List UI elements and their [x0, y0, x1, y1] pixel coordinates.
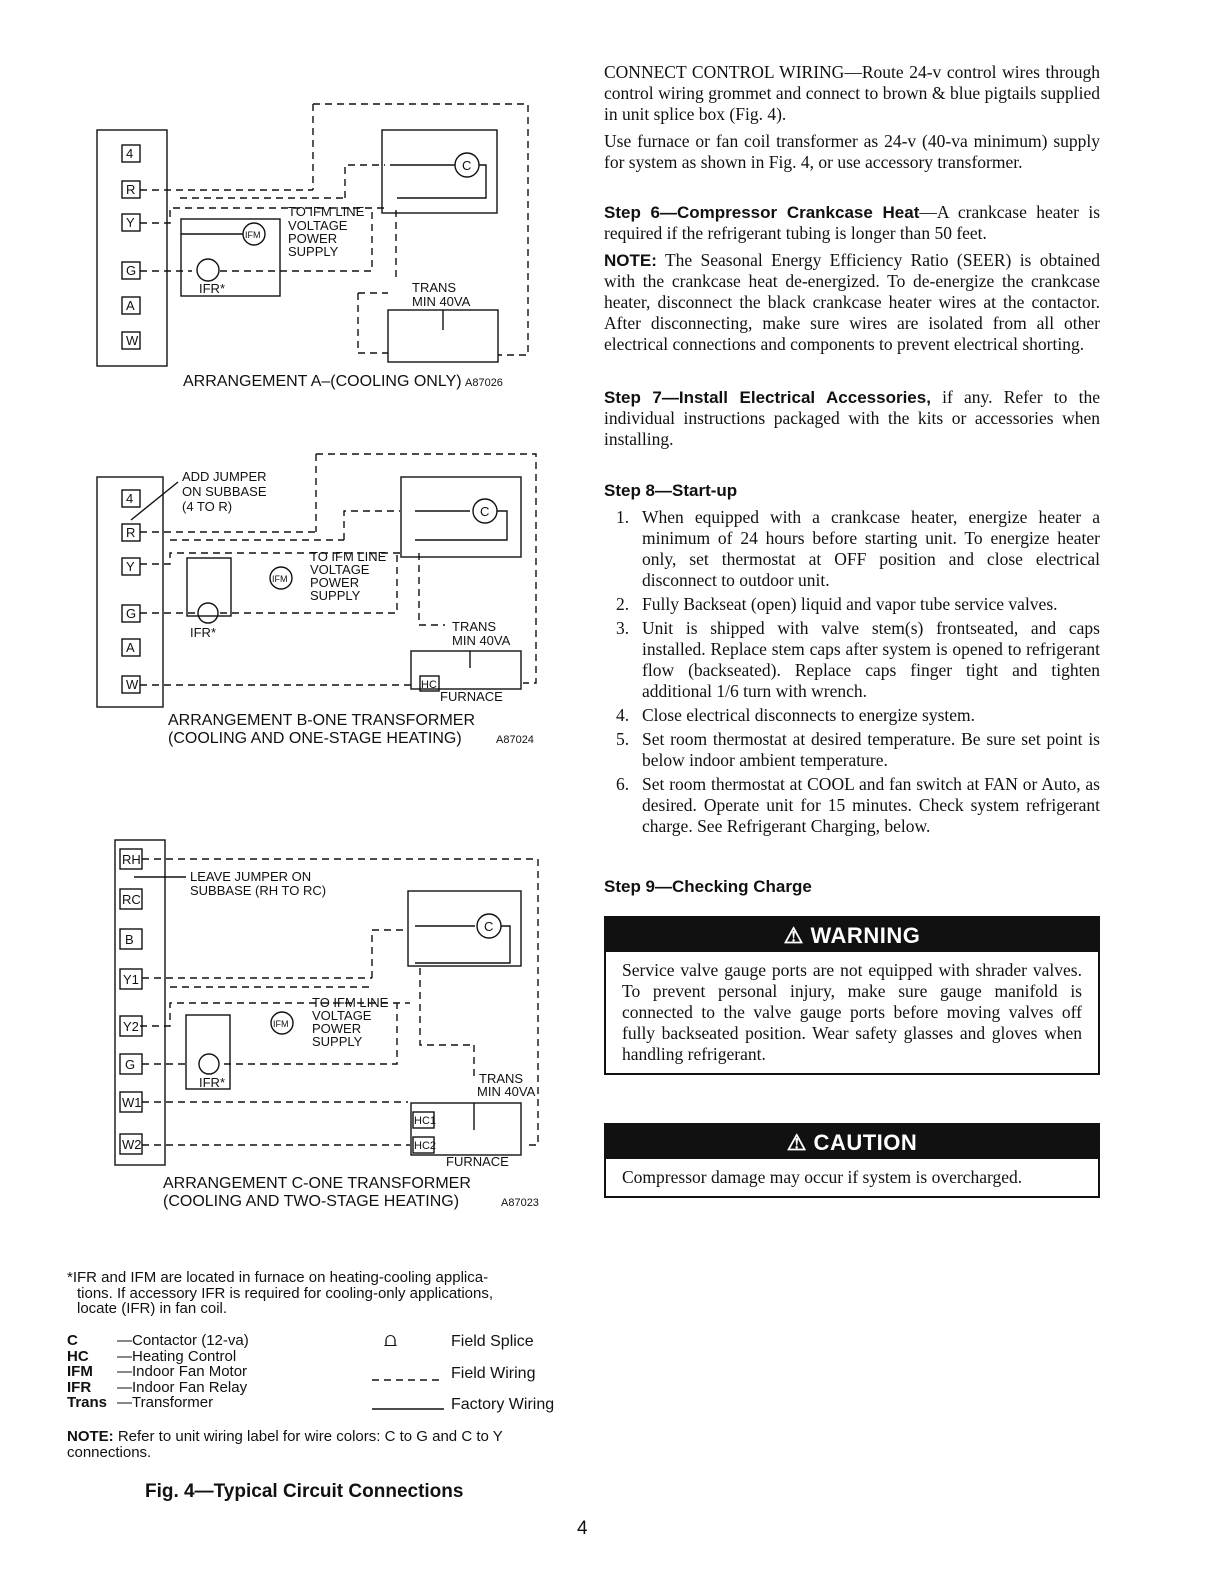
arr-b-terminal-4: 4 — [126, 491, 134, 506]
step8-item — [604, 594, 1100, 615]
arr-c-to-ifm-1: TO IFM LINE — [312, 995, 389, 1010]
arr-b-terminal-g: G — [126, 606, 137, 621]
legend-desc: —Contactor (12-va) — [117, 1332, 249, 1349]
step6-title: Step 6—Compressor Crankcase Heat — [604, 203, 920, 222]
arr-a-terminal-r: R — [126, 182, 136, 197]
legend-abbr: IFR — [67, 1378, 92, 1396]
step7-title: Step 7—Install Electrical Accessories, — [604, 388, 931, 407]
legend-field-wiring: Field Wiring — [451, 1365, 536, 1382]
right-column — [604, 62, 1100, 1198]
arr-c-trans-2: MIN 40VA — [477, 1084, 536, 1099]
step8-item-number: 3. — [616, 618, 630, 638]
footnote-line-3: locate (IFR) in fan coil. — [77, 1300, 228, 1317]
arr-b-terminal-y: Y — [126, 559, 135, 574]
step7-paragraph — [604, 387, 1100, 450]
arr-c-to-ifm-4: SUPPLY — [312, 1034, 363, 1049]
arr-a-terminal-4: 4 — [126, 146, 134, 161]
arr-c-terminal-y1: Y1 — [123, 972, 139, 987]
figure-note — [67, 1429, 577, 1460]
figure-title: Fig. 4—Typical Circuit Connections — [145, 1481, 464, 1502]
arr-a-c: C — [462, 158, 472, 173]
legend-desc: —Indoor Fan Motor — [117, 1363, 248, 1380]
connect-control-wiring-text: —Route 24-v control wires through control wiring grommet and connect to brown & blue pigtails supplied in unit splice box (Fig. 4). — [604, 62, 1100, 124]
arr-c-ifr: IFR* — [199, 1075, 225, 1090]
field-splice-icon: ⩍ — [384, 1329, 397, 1351]
arr-a-caption: ARRANGEMENT A–(COOLING ONLY) — [183, 373, 462, 390]
arr-a-ifr: IFR* — [199, 281, 225, 296]
arr-a-trans-2: MIN 40VA — [412, 294, 471, 309]
figure-note-text: Refer to unit wiring label for wire colors: C to G and C to Y — [113, 1428, 503, 1445]
arr-c-terminal-g: G — [125, 1057, 136, 1072]
arr-c-terminal-w1: W1 — [122, 1095, 142, 1110]
arr-c-hc1: HC1 — [414, 1115, 437, 1127]
arr-c-trans-1: TRANS — [479, 1071, 524, 1086]
step8-item-text: Fully Backseat (open) liquid and vapor tube service valves. — [642, 594, 1058, 614]
figure-footnote — [67, 1270, 567, 1317]
step8-item-text: When equipped with a crankcase heater, energize heater a minimum of 24 hours before starting unit. To energize heater only, set thermostat at OFF position and close electrical disconnect to outdoor unit. — [642, 507, 1100, 590]
step8-item-number: 1. — [616, 507, 630, 527]
warning-header: ⚠ WARNING — [606, 918, 1098, 952]
step6-paragraph — [604, 202, 1100, 244]
step8-item — [604, 705, 1100, 726]
arr-a-terminal-g: G — [126, 263, 137, 278]
arr-c-to-ifm-3: POWER — [312, 1021, 362, 1036]
legend-desc: —Heating Control — [117, 1347, 237, 1365]
arr-a-terminal-w: W — [126, 333, 139, 348]
arr-b-trans-2: MIN 40VA — [452, 633, 511, 648]
step8-item-number: 6. — [616, 774, 630, 794]
step8-item-number: 5. — [616, 729, 630, 749]
arr-b-furnace: FURNACE — [440, 689, 503, 704]
legend-abbr: HC — [67, 1347, 89, 1365]
step6-note-label: NOTE: — [604, 251, 657, 270]
arr-b-c: C — [480, 504, 490, 519]
arr-b-terminal-a: A — [126, 640, 135, 655]
step8-item-text: Unit is shipped with valve stem(s) frontseated, and caps installed. Replace stem caps after system is opened to refrigerant flow (backseated). Replace caps finger tight and tighten additional 1/6 turn with wrench. — [642, 618, 1100, 701]
caution-box — [604, 1123, 1100, 1198]
figure-note-line-2: connections. — [67, 1443, 152, 1461]
arr-b-to-ifm-2: VOLTAGE — [310, 562, 370, 577]
arr-a-to-ifm-4: SUPPLY — [288, 244, 339, 259]
arr-c-terminal-rc: RC — [122, 892, 141, 907]
arr-a-code: A87026 — [465, 377, 503, 389]
arr-a-trans-1: TRANS — [412, 280, 457, 295]
figure-note-label: NOTE: — [67, 1428, 114, 1445]
step8-item-number: 2. — [616, 594, 630, 614]
arr-c-caption-2: (COOLING AND TWO-STAGE HEATING) — [163, 1193, 460, 1210]
step8-item — [604, 729, 1100, 771]
step8-title: Step 8—Start-up — [604, 481, 738, 500]
footnote-line-1: *IFR and IFM are located in furnace on heating-cooling applica- — [67, 1269, 489, 1286]
arr-b-trans-1: TRANS — [452, 619, 497, 634]
arr-c-terminal-b: B — [125, 932, 134, 947]
footnote-line-2: tions. If accessory IFR is required for cooling-only applications, — [77, 1284, 494, 1302]
arr-b-caption-2: (COOLING AND ONE-STAGE HEATING) — [168, 730, 462, 747]
legend-desc: —Transformer — [117, 1394, 214, 1411]
legend-abbr: C — [67, 1332, 78, 1349]
legend-row — [67, 1333, 367, 1349]
step8-list — [604, 507, 1100, 837]
arr-b-terminal-r: R — [126, 525, 136, 540]
arr-b-ifr: IFR* — [190, 625, 216, 640]
arr-b-jumper-2: ON SUBBASE — [182, 484, 267, 499]
arr-c-furnace: FURNACE — [446, 1154, 509, 1169]
arr-c-terminal-y2: Y2 — [123, 1019, 139, 1034]
legend-abbr: Trans — [67, 1394, 108, 1411]
legend-row — [67, 1380, 367, 1396]
arr-b-hc: HC — [421, 679, 437, 691]
arr-c-hc2: HC2 — [414, 1140, 437, 1152]
arr-b-caption-1: ARRANGEMENT B-ONE TRANSFORMER — [168, 712, 475, 729]
legend-row — [67, 1364, 367, 1380]
legend-field-splice: Field Splice — [451, 1333, 534, 1350]
arr-a-terminal-a: A — [126, 298, 135, 313]
caution-text: Compressor damage may occur if system is overcharged. — [622, 1167, 1023, 1187]
legend-row — [67, 1395, 367, 1411]
arr-c-to-ifm-2: VOLTAGE — [312, 1008, 372, 1023]
step8-item — [604, 618, 1100, 702]
arr-a-ifm: IFM — [245, 230, 261, 240]
arr-b-to-ifm-3: POWER — [310, 575, 360, 590]
step7-text: if any. Refer to the individual instructions packaged with the kits or accessories when installing. — [604, 387, 1100, 449]
step9-title: Step 9—Checking Charge — [604, 877, 812, 896]
step8-item-text: Close electrical disconnects to energize system. — [642, 705, 976, 725]
arr-c-ifm: IFM — [273, 1019, 289, 1029]
arr-b-to-ifm-1: TO IFM LINE — [310, 549, 387, 564]
arr-b-terminal-w: W — [126, 677, 139, 692]
caution-header: ⚠ CAUTION — [606, 1125, 1098, 1159]
legend-abbr: IFM — [67, 1363, 93, 1380]
step6-text: —A crankcase heater is required if the refrigerant tubing is longer than 50 feet. — [604, 202, 1100, 243]
step6-note — [604, 250, 1100, 355]
arr-c-terminal-w2: W2 — [122, 1137, 142, 1152]
step8-item-text: Set room thermostat at desired temperature. Be sure set point is below indoor ambient temperature. — [642, 729, 1100, 770]
step8-item-number: 4. — [616, 705, 630, 725]
arr-b-jumper-1: ADD JUMPER — [182, 469, 267, 484]
transformer-paragraph: Use furnace or fan coil transformer as 24-v (40-va minimum) supply for system as shown in Fig. 4, or use accessory transformer. — [604, 131, 1100, 172]
arr-a-to-ifm-3: POWER — [288, 231, 338, 246]
arr-b-jumper-3: (4 TO R) — [182, 499, 233, 514]
arr-a-terminal-y: Y — [126, 215, 135, 230]
legend-abbreviations — [67, 1333, 367, 1411]
arr-b-to-ifm-4: SUPPLY — [310, 588, 361, 603]
warning-text: Service valve gauge ports are not equipped with shrader valves. To prevent personal injury, make sure gauge manifold is connected to the valve gauge ports before moving valves off fully backseated position. Wear safety glasses and gloves when handling refrigerant. — [622, 960, 1082, 1064]
arr-c-terminal-rh: RH — [122, 852, 141, 867]
arr-b-code: A87024 — [496, 734, 534, 746]
arr-c-jumper-1: LEAVE JUMPER ON — [190, 869, 312, 884]
connect-control-wiring-paragraph — [604, 62, 1100, 125]
arr-c-code: A87023 — [501, 1197, 539, 1209]
connect-control-wiring-lead: CONNECT CONTROL WIRING — [604, 62, 845, 82]
arr-c-jumper-2: SUBBASE (RH TO RC) — [190, 883, 327, 898]
legend-row — [67, 1349, 367, 1365]
arr-b-ifm: IFM — [272, 574, 288, 584]
figure-note-line-1 — [67, 1429, 577, 1445]
legend-desc: —Indoor Fan Relay — [117, 1378, 248, 1396]
step8-item — [604, 774, 1100, 837]
step8-item — [604, 507, 1100, 591]
arr-c-c: C — [484, 919, 494, 934]
arr-a-to-ifm-2: VOLTAGE — [288, 218, 348, 233]
legend-factory-wiring: Factory Wiring — [451, 1396, 555, 1413]
step6-note-text: The Seasonal Energy Efficiency Ratio (SEER) is obtained with the crankcase heat de-energized. To de-energize the crankcase heater, disconnect the black crankcase heater wires at the contactor. After disconnecting, make sure wires are isolated from all other electrical connections and components to prevent electrical shorting. — [604, 250, 1100, 354]
page-number: 4 — [577, 1518, 588, 1539]
warning-box — [604, 916, 1100, 1075]
step8-item-text: Set room thermostat at COOL and fan switch at FAN or Auto, as desired. Operate unit for 15 minutes. Check system refrigerant charge. See Refrigerant Charging, below. — [642, 774, 1100, 836]
arr-c-caption-1: ARRANGEMENT C-ONE TRANSFORMER — [163, 1175, 471, 1192]
arr-a-to-ifm-1: TO IFM LINE — [288, 204, 365, 219]
